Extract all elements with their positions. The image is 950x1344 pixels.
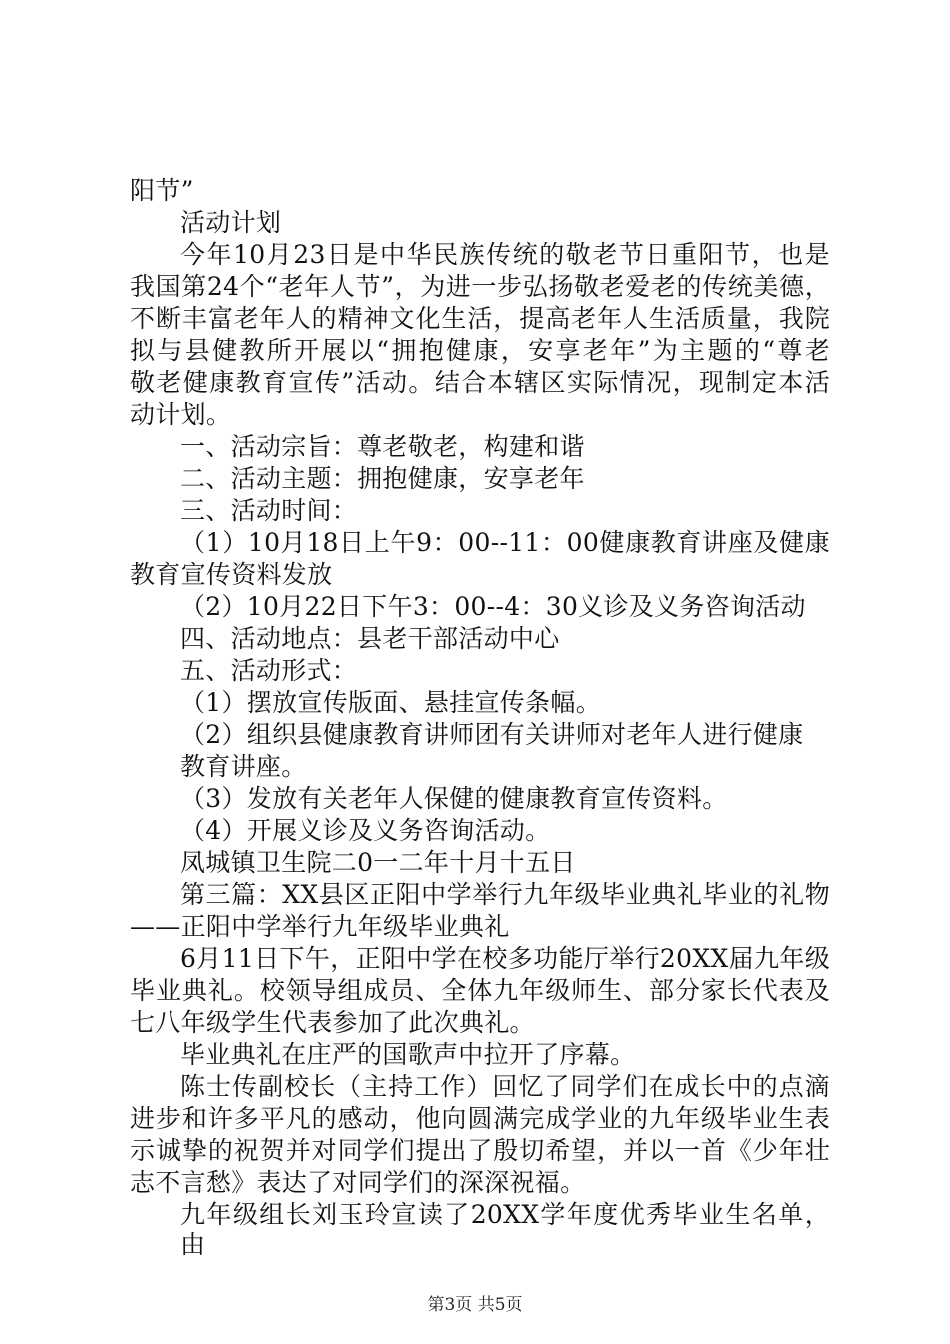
list-item: （2）组织县健康教育讲师团有关讲师对老年人进行健康 — [180, 720, 804, 749]
paragraph-line: 不断丰富老年人的精神文化生活，提高老年人生活质量，我院 — [130, 304, 830, 333]
paragraph-line: 今年10月23日是中华民族传统的敬老节日重阳节，也是 — [180, 240, 830, 269]
page-footer: 第3页 共5页 — [427, 1295, 523, 1315]
list-item: 教育讲座。 — [180, 752, 307, 781]
paragraph-line: 七八年级学生代表参加了此次典礼。 — [130, 1008, 535, 1037]
paragraph-line: 进步和许多平凡的感动，他向圆满完成学业的九年级毕业生表 — [130, 1104, 830, 1133]
list-item: 教育宣传资料发放 — [130, 560, 333, 589]
list-item: （1）摆放宣传版面、悬挂宣传条幅。 — [180, 688, 602, 717]
list-item: （2）10月22日下午3：00--4：30义诊及义务咨询活动 — [180, 592, 806, 621]
paragraph-line: 6月11日下午，正阳中学在校多功能厅举行20XX届九年级 — [180, 944, 830, 973]
text-line: 阳节” — [130, 176, 194, 205]
list-item: （1）10月18日上午9：00--11：00健康教育讲座及健康 — [180, 528, 830, 557]
list-item: 一、活动宗旨：尊老敬老，构建和谐 — [180, 432, 585, 461]
paragraph-line: 我国第24个“老年人节”，为进一步弘扬敬老爱老的传统美德， — [130, 272, 830, 301]
paragraph-line: 动计划。 — [130, 400, 232, 429]
list-item: 四、活动地点：县老干部活动中心 — [180, 624, 560, 653]
paragraph-line: 毕业典礼。校领导组成员、全体九年级师生、部分家长代表及 — [130, 976, 830, 1005]
signature-line: 凤城镇卫生院二0一二年十月十五日 — [180, 848, 576, 877]
article-subtitle: ——正阳中学举行九年级毕业典礼 — [130, 912, 510, 941]
paragraph-line: 志不言愁》表达了对同学们的深深祝福。 — [130, 1168, 586, 1197]
list-item: 二、活动主题：拥抱健康，安享老年 — [180, 464, 585, 493]
paragraph-line: 九年级组长刘玉玲宣读了20XX学年度优秀毕业生名单，由 — [180, 1200, 830, 1259]
paragraph-line: 毕业典礼在庄严的国歌声中拉开了序幕。 — [180, 1040, 636, 1069]
paragraph-line: 拟与县健教所开展以“拥抱健康，安享老年”为主题的“尊老 — [130, 336, 830, 365]
paragraph-line: 陈士传副校长（主持工作）回忆了同学们在成长中的点滴 — [180, 1072, 830, 1101]
paragraph-line: 敬老健康教育宣传”活动。结合本辖区实际情况，现制定本活 — [130, 368, 830, 397]
list-item: 五、活动形式： — [180, 656, 358, 685]
paragraph-line: 示诚挚的祝贺并对同学们提出了殷切希望，并以一首《少年壮 — [130, 1136, 830, 1165]
article-title: 第三篇：XX县区正阳中学举行九年级毕业典礼毕业的礼物 — [180, 880, 830, 909]
list-item: 三、活动时间： — [180, 496, 358, 525]
section-heading: 活动计划 — [180, 208, 282, 237]
list-item: （3）发放有关老年人保健的健康教育宣传资料。 — [180, 784, 728, 813]
list-item: （4）开展义诊及义务咨询活动。 — [180, 816, 551, 845]
